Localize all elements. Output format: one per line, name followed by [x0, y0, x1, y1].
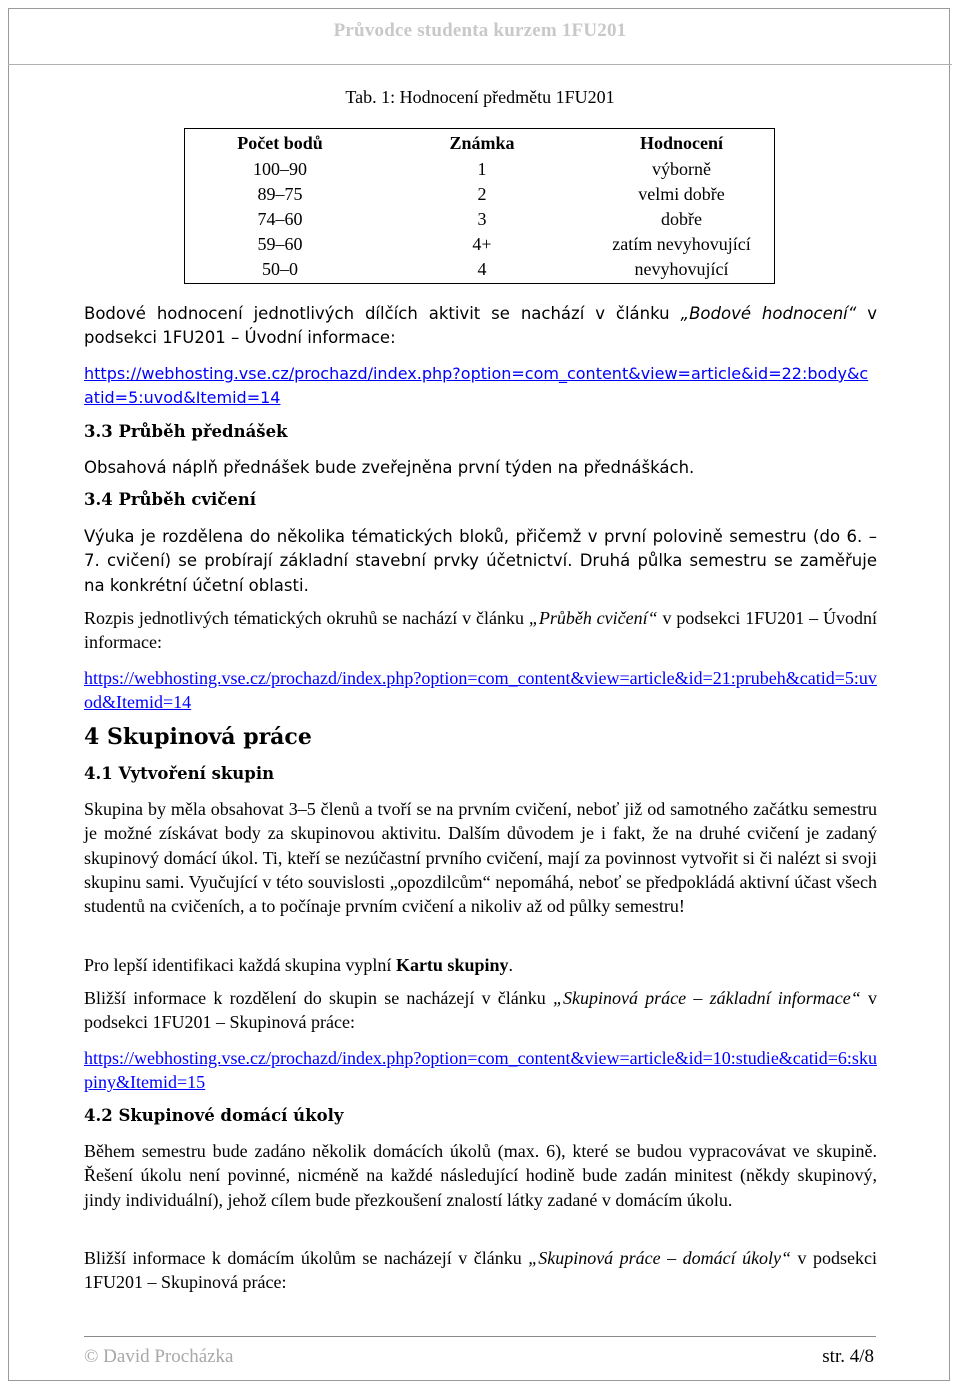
- section-4-1-p1: [84, 797, 877, 918]
- article-title: „Skupinová práce – domácí úkoly“: [528, 1248, 792, 1268]
- text: Bližší informace k rozdělení do skupin se nacházejí v článku: [84, 988, 553, 1008]
- text: v podsekci 1FU201 – Skupinová práce:: [84, 1248, 878, 1293]
- section-4-2-p1: [84, 1139, 877, 1212]
- text: Bodové hodnocení jednotlivých dílčích aktivit se nachází v článku: [84, 304, 681, 323]
- table-cell: 4: [477, 259, 487, 279]
- table-cell: 100–90: [253, 159, 307, 179]
- link-container: [84, 362, 877, 411]
- header-rule: [8, 64, 952, 65]
- table-cell: 50–0: [262, 259, 298, 279]
- section-4-1-p2: [84, 953, 877, 977]
- table-row: [185, 157, 774, 181]
- table-header-row: [185, 131, 774, 155]
- section-4-1-p3: [84, 986, 877, 1035]
- section-4-2: [84, 1106, 877, 1125]
- table-cell: zatím nevyhovující: [612, 234, 751, 254]
- table-cell: 89–75: [257, 184, 303, 204]
- table-cell: 59–60: [257, 234, 303, 254]
- text: v podsekci 1FU201 – Skupinová práce:: [84, 988, 877, 1033]
- table-cell: 3: [477, 209, 487, 229]
- table-cell: výborně: [652, 159, 711, 179]
- link-container: [84, 666, 877, 715]
- table-row: [185, 257, 774, 281]
- table-row: [185, 232, 774, 256]
- link-skupinova-prace[interactable]: https://webhosting.vse.cz/prochazd/index.php?option=com_content&view=article&id=10:studie&catid=6:skupiny&Itemid=15: [84, 1048, 877, 1093]
- paragraph: [84, 953, 877, 977]
- table-caption: Tab. 1: Hodnocení předmětu 1FU201: [345, 87, 615, 107]
- table-header-cell: Hodnocení: [639, 133, 723, 153]
- section-3-4-p2: [84, 606, 877, 655]
- table-row: [185, 207, 774, 231]
- paragraph: Během semestru bude zadáno několik domácích úkolů (max. 6), které se budou vypracovávat ve skupině. Řešení úkolu není povinné, nicméně na každé následující hodině bude zadán minitest (někdy skupinový, jindy individuální), jehož cílem bude přezkoušení znalostí látky zadané v domácím úkolu.: [84, 1141, 877, 1210]
- hodnoceni-paragraph: [84, 302, 877, 351]
- article-title: „Průběh cvičení“: [528, 608, 658, 628]
- section-4-1: [84, 764, 877, 783]
- link-prubeh-cviceni[interactable]: https://webhosting.vse.cz/prochazd/index.php?option=com_content&view=article&id=21:prubeh&catid=5:uvod&Itemid=14: [84, 668, 877, 713]
- section-3-3-text: [84, 456, 877, 480]
- header-title: Průvodce studenta kurzem 1FU201: [333, 20, 627, 41]
- text: v podsekci 1FU201 – Úvodní informace:: [84, 304, 877, 348]
- paragraph: [84, 1246, 877, 1295]
- section-3-4: [84, 490, 877, 509]
- article-title: „Skupinová práce – základní informace“: [552, 988, 861, 1008]
- text: Pro lepší identifikaci každá skupina vyplní: [84, 955, 396, 975]
- heading-4-1: 4.1 Vytvoření skupin: [84, 764, 275, 783]
- paragraph: [84, 986, 877, 1035]
- table-cell: velmi dobře: [638, 184, 725, 204]
- section-3-3: [84, 422, 877, 441]
- table-cell: nevyhovující: [634, 259, 729, 279]
- table-row: [185, 182, 774, 206]
- karta-skupiny: Kartu skupiny: [395, 955, 509, 975]
- heading-3-3: 3.3 Průběh přednášek: [84, 422, 288, 441]
- paragraph: [84, 606, 877, 655]
- table-cell: dobře: [661, 209, 702, 229]
- table-header-cell: Známka: [449, 133, 515, 153]
- footer-rule: [84, 1336, 876, 1337]
- heading-4-2: 4.2 Skupinové domácí úkoly: [84, 1106, 344, 1125]
- paragraph: Obsahová náplň přednášek bude zveřejněna první týden na přednáškách.: [84, 458, 695, 477]
- table-header-cell: Počet bodů: [237, 133, 323, 153]
- table-cell: 4+: [472, 234, 492, 254]
- section-4: [84, 724, 877, 750]
- table-cell: 2: [477, 184, 487, 204]
- text: Rozpis jednotlivých tématických okruhů se nachází v článku: [84, 608, 529, 628]
- text: Bližší informace k domácím úkolům se nacházejí v článku: [84, 1248, 529, 1268]
- paragraph: Výuka je rozdělena do několika tématických bloků, přičemž v první polovině semestru (do 6. – 7. cvičení) se probírají základní stavební prvky účetnictví. Druhá půlka semestru se zaměřuje na konkrétní účetní oblasti.: [84, 527, 877, 595]
- heading-3-4: 3.4 Průběh cvičení: [84, 490, 257, 509]
- link-container: [84, 1046, 877, 1095]
- table-cell: 1: [477, 159, 487, 179]
- section-4-2-p2: [84, 1246, 877, 1295]
- table-cell: 74–60: [257, 209, 303, 229]
- footer-author: © David Procházka: [84, 1346, 234, 1367]
- text: .: [508, 955, 513, 975]
- heading-4: 4 Skupinová práce: [84, 724, 312, 750]
- footer-page-number: str. 4/8: [822, 1346, 874, 1367]
- link-bodove-hodnoceni[interactable]: https://webhosting.vse.cz/prochazd/index.php?option=com_content&view=article&id=22:body&catid=5:uvod&Itemid=14: [84, 364, 869, 408]
- article-title: „Bodové hodnocení“: [680, 304, 857, 323]
- section-3-4-text: [84, 525, 877, 598]
- paragraph: [84, 302, 877, 351]
- text: v podsekci 1FU201 – Úvodní informace:: [84, 608, 877, 653]
- paragraph: Skupina by měla obsahovat 3–5 členů a tvoří se na prvním cvičení, neboť již od samotného začátku semestru je možné získávat body za skupinovou aktivitu. Dalším důvodem je i fakt, že na druhé cvičení je zadaný skupinový domácí úkol. Ti, kteří se nezúčastní prvního cvičení, mají za povinnost vytvořit si či nalézt si svoji skupinu sami. Vyučující v této souvislosti „opozdilcům“ nepomáhá, neboť se předpokládá aktivní účast všech studentů na cvičeních, a to počínaje prvním cvičení a nikoliv až od půlky semestru!: [84, 799, 877, 917]
- grade-table: [184, 128, 775, 284]
